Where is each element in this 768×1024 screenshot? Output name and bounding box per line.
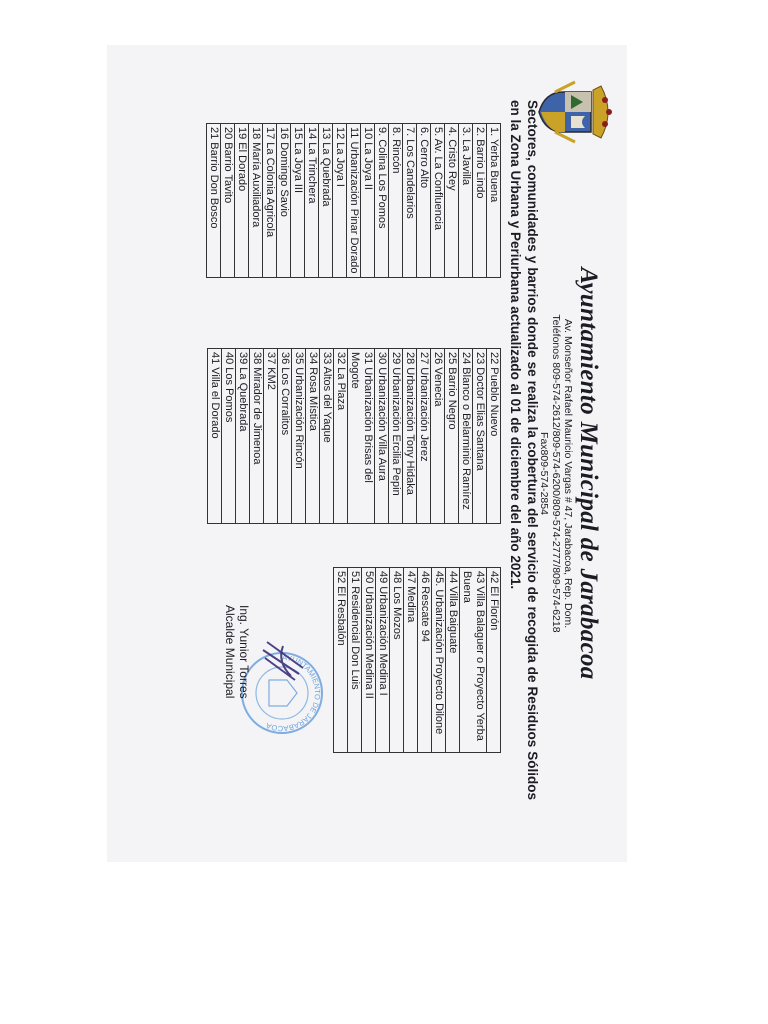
table-row [459,349,473,524]
table-row [334,349,348,524]
table-row [418,568,432,753]
document-content [107,45,627,862]
sector-name: 2. Barrio Lindo [473,124,487,278]
sector-name: 37 KM2 [264,349,278,524]
table-row [348,349,375,524]
sector-name: 4. Cristo Rey [445,124,459,278]
sector-name: 8. Rincón [389,124,403,278]
table-row [292,349,306,524]
table-row [305,124,319,278]
sector-name: 28 Urbanización Tony Hidaka [403,349,417,524]
sector-name: 13 La Quebrada [319,124,333,278]
sector-name: 11 Urbanización Pinar Dorado [347,124,361,278]
sector-name: 20 Barrio Tavito [221,124,235,278]
table-row [375,124,389,278]
table-row [319,124,333,278]
table-row [487,349,501,524]
table-row [306,349,320,524]
table-row [390,568,404,753]
table-row [235,124,249,278]
sector-name: 25 Barrio Negro [445,349,459,524]
sector-name: 38 Mirador de Jimenoa [250,349,264,524]
sector-name: 18 María Auxiliadora [249,124,263,278]
table-row [207,124,221,278]
sector-name: 46 Rescate 94 [418,568,432,753]
sector-name: 40 Los Pomos [222,349,236,524]
seal-text: AYUNTAMIENTO DE JARABACOA [264,652,323,734]
sector-name: 23 Doctor Elias Santana [473,349,487,524]
sector-name: 19 El Dorado [235,124,249,278]
sector-name: 26 Venecia [431,349,445,524]
sector-name: 9. Colina Los Pomos [375,124,389,278]
sectors-table-column-1 [206,123,501,278]
sector-name: 51 Residencial Don Luis [348,568,362,753]
sector-name: 31 Urbanización Brisas del Mogote [348,349,375,524]
sector-name: 5. Av. La Confluencia [431,124,445,278]
table-row [333,124,347,278]
organization-address: Av. Monseñor Rafael Mauricio Vargas # 47, Jarabacoa, Rep. Dom. [562,318,574,629]
sector-name: 35 Urbanización Rincón [292,349,306,524]
table-row [389,349,403,524]
sector-name: 30 Urbanización Villa Aura [375,349,389,524]
table-row [389,124,403,278]
sector-name: 48 Los Mozos [390,568,404,753]
sector-name: 36 Los Corralitos [278,349,292,524]
letterhead [538,45,602,862]
table-row [334,568,348,753]
table-row [445,124,459,278]
sector-name: 32 La Plaza [334,349,348,524]
table-row [361,124,375,278]
sector-name: 15 La Joya III [291,124,305,278]
table-row [249,124,263,278]
table-row [236,349,250,524]
sector-name: 27 Urbanización Jerez [417,349,431,524]
sector-name: 3. La Javilla [459,124,473,278]
table-row [473,349,487,524]
signatory-name: Ing. Yunior Torres [237,605,251,699]
table-row [404,568,418,753]
table-row [263,124,277,278]
sector-name: 44 Villa Baiguate [446,568,460,753]
table-row [221,124,235,278]
sector-name: 42 El Florón [487,568,501,753]
sector-name: 12 La Joya I [333,124,347,278]
organization-phones: Teléfonos 809-574-2612/809-574-6200/809-574-2777/809-574-6218 [550,314,562,633]
signatory-title: Alcalde Municipal [223,605,237,699]
table-row [277,124,291,278]
sector-name: 10 La Joya II [361,124,375,278]
sector-name: 7. Los Candelarios [403,124,417,278]
table-row [417,349,431,524]
table-row [431,349,445,524]
table-row [375,349,389,524]
sectors-table-column-3 [333,567,501,753]
table-row [403,349,417,524]
sector-name: 14 La Trinchera [305,124,319,278]
table-row [376,568,390,753]
sector-name: 43 Villa Balaguer o Proyecto Yerba Buena [460,568,487,753]
sector-name: 21 Barrio Don Bosco [207,124,221,278]
table-row [347,124,361,278]
sector-name: 52 El Resbalón [334,568,348,753]
table-row [432,568,446,753]
sectors-table-column-2 [207,348,501,524]
organization-fax: Fax809-574-2854 [538,432,550,515]
table-row [222,349,236,524]
table-row [459,124,473,278]
organization-name: Ayuntamiento Municipal de Jarabacoa [575,267,602,680]
table-row [291,124,305,278]
sector-name: 24 Blanco o Belarminio Ramírez [459,349,473,524]
table-row [250,349,264,524]
sector-name: 29 Urbanización Ercilia Pepin [389,349,403,524]
table-row [460,568,487,753]
table-row [208,349,222,524]
table-row [278,349,292,524]
table-row [264,349,278,524]
table-row [487,124,501,278]
table-row [487,568,501,753]
sector-name: 49 Urbanización Medina I [376,568,390,753]
sector-name: 50 Urbanización Medina II [362,568,376,753]
sector-name: 41 Villa el Dorado [208,349,222,524]
sector-name: 16 Domingo Savio [277,124,291,278]
table-row [431,124,445,278]
table-row [473,124,487,278]
sector-name: 47 Medina [404,568,418,753]
signature-block [223,605,251,699]
sector-name: 1. Yerba Buena [487,124,501,278]
sector-name: 39 La Quebrada [236,349,250,524]
document-heading: Sectores, comunidades y barrios donde se realiza la cobertura del servicio de recogida de Residuos Sólidos en la Zona Urbana y Periurbana actualizado al 01 de diciembre del año 2021. [508,100,540,800]
table-row [348,568,362,753]
table-row [320,349,334,524]
table-row [417,124,431,278]
table-row [403,124,417,278]
sector-name: 17 La Colonia Agricola [263,124,277,278]
sector-name: 22 Pueblo Nuevo [487,349,501,524]
sector-name: 6. Cerro Alto [417,124,431,278]
document-page [107,45,627,862]
table-row [445,349,459,524]
sector-name: 45. Urbanización Proyecto Dilone [432,568,446,753]
table-row [362,568,376,753]
sector-name: 33 Altos del Yaque [320,349,334,524]
table-row [446,568,460,753]
sector-name: 34 Rosa Mística [306,349,320,524]
